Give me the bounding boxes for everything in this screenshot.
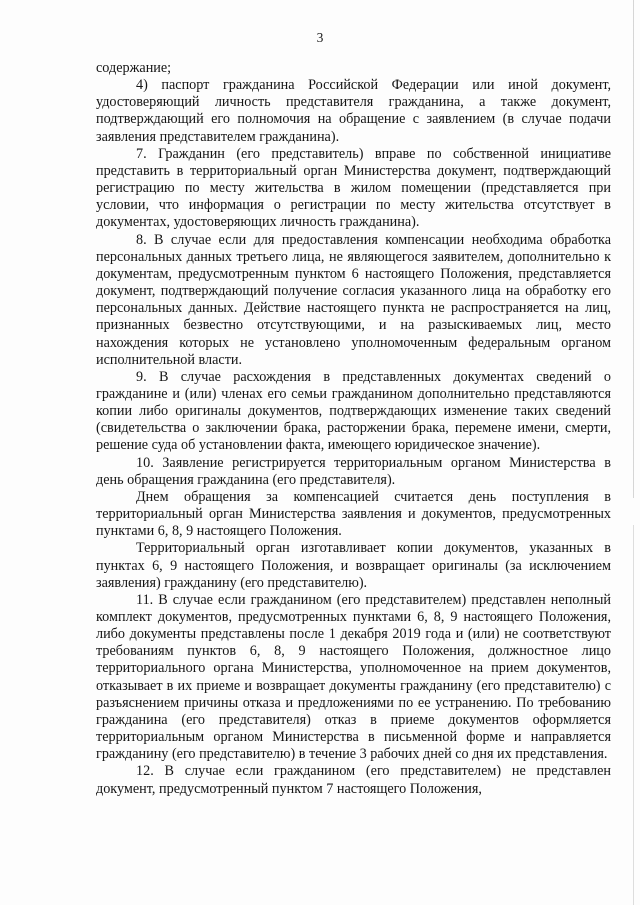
paragraph-clause-10-day: Днем обращения за компенсацией считается день поступления в территориальный орган Министерства заявления и документов, предусмотренных пунктами 6, 8, 9 настоящего Положения. [96,488,611,540]
paragraph-clause-9: 9. В случае расхождения в представленных документах сведений о гражданине и (или) членах его семьи гражданином дополнительно представляются копии либо оригиналы документов, подтверждающих изменение таких сведений (свидетельства о заключении брака, расторжении брака, перемене имени, смерти, решение суда об установлении факта, имеющего юридическое значение). [96,368,611,454]
paragraph-clause-10-copies: Территориальный орган изготавливает копии документов, указанных в пунктах 6, 9 настоящего Положения, и возвращает оригиналы (за исключением заявления) гражданину (его представителю). [96,540,611,591]
document-body [96,60,611,798]
paragraph-clause-11: 11. В случае если гражданином (его представителем) представлен неполный комплект документов, предусмотренных пунктами 6, 8, 9 настоящего Положения, либо документы представлены после 1 декабря 2019 года и (или) не соответствуют требованиям пунктов 6, 8, 9 настоящего Положения, должностное лицо территориального органа Министерства, уполномоченное на прием документов, отказывает в их приеме и возвращает документы гражданину (его представителю) с разъяснением причины отказа и предложениями по ее устранению. По требованию гражданина (его представителя) отказ в приеме документов оформляется территориальным органом Министерства в письменной форме и направляется гражданину (его представителю) в течение 3 рабочих дней со дня их представления. [96,591,611,763]
paragraph-item-4: 4) паспорт гражданина Российской Федерации или иной документ, удостоверяющий личность представителя гражданина, а также документ, подтверждающий его полномочия на обращение с заявлением (в случае подачи заявления представителем гражданина). [96,77,611,145]
paragraph-clause-8: 8. В случае если для предоставления компенсации необходима обработка персональных данных третьего лица, не являющегося заявителем, дополнительно к документам, предусмотренным пунктом 6 настоящего Положения, представляется документ, подтверждающий получение согласия указанного лица на обработку его персональных данных. Действие настоящего пункта не распространяется на лиц, признанных безвестно отсутствующими, и на разыскиваемых лиц, место нахождения которых не установлено уполномоченным федеральным органом исполнительной власти. [96,231,611,368]
scan-edge-line [633,0,634,905]
paragraph-clause-12: 12. В случае если гражданином (его представителем) не представлен документ, предусмотренный пунктом 7 настоящего Положения, [96,763,611,797]
paragraph-clause-7: 7. Гражданин (его представитель) вправе по собственной инициативе представить в территориальный орган Министерства документ, подтверждающий регистрацию по месту жительства в жилом помещении (представляется при условии, что информация о регистрации по месту жительства отсутствует в документах, удостоверяющих личность гражданина). [96,145,611,231]
paragraph-clause-10: 10. Заявление регистрируется территориальным органом Министерства в день обращения гражданина (его представителя). [96,454,611,488]
page-number: 3 [316,30,324,45]
paragraph-continuation: содержание; [96,60,172,76]
